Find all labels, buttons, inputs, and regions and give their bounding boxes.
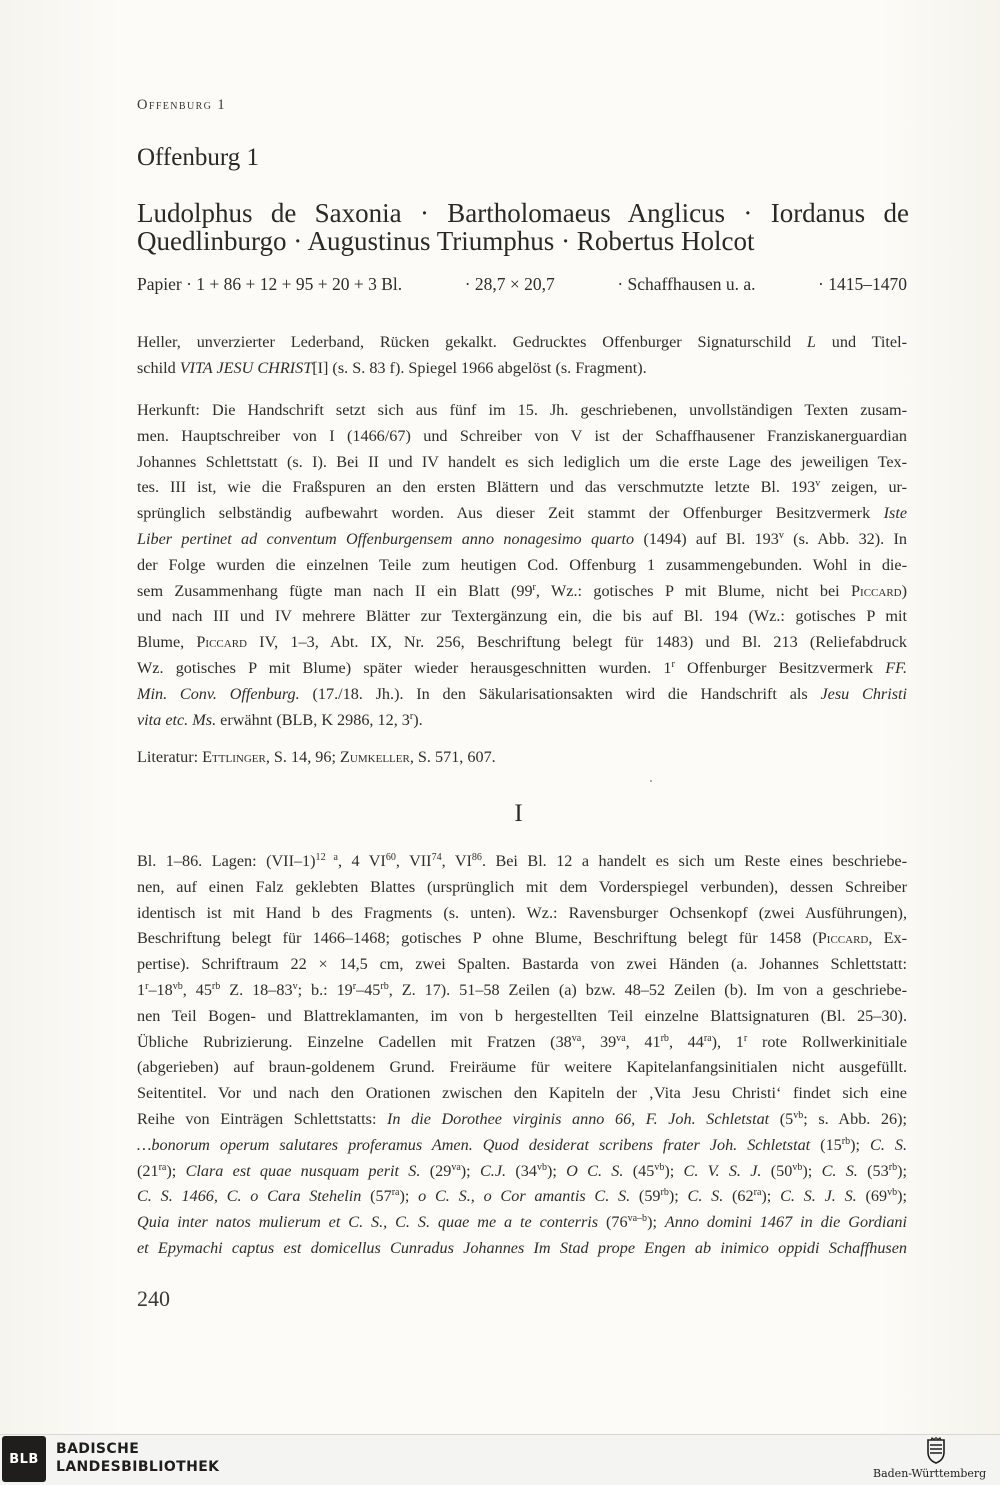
- blb-logo[interactable]: BLB: [2, 1436, 46, 1482]
- section-heading: I: [514, 800, 523, 827]
- fact-material: Papier · 1 + 86 + 12 + 95 + 20 + 3 Bl.: [137, 274, 403, 294]
- library-name-line-2: LANDESBIBLIOTHEK: [56, 1459, 220, 1475]
- fact-origin: · Schaffhausen u. a.: [617, 274, 756, 294]
- library-name-line-1: BADISCHE: [56, 1441, 140, 1457]
- authors-heading: [137, 199, 909, 255]
- running-head: Offenburg 1: [137, 97, 226, 113]
- provenance-paragraph: Herkunft: Die Handschrift setzt sich aus fünf im 15. Jh. geschriebenen, unvollständigen Texten zusam- men. Hauptschreiber von I (1466/67) und Schreiber von V ist der Schaffhausener Franziskanerguardian Johannes Schlettstatt (s. I). Bei II und IV handelt es sich lediglich um die erste Lage des jeweiligen Tex- tes. III ist, wie die Fraßspuren an den ersten Blättern und das verschmutzte letzte Bl. 193$^v$ zeigen, ur- sprünglich selbständig aufbewahrt worden. Aus dieser Zeit stammt der Offenburger Besitzvermerk Iste Liber pertinet ad conventum Offenburgensem anno nonagesimo quarto (1494) auf Bl. 193$^v$ (s. Abb. 32). In der Folge wurden die einzelnen Teile zum heutigen Cod. Offenburg 1 zusammengebunden. Wohl in die- sem Zusammenhang fügte man nach II ein Blatt (99$^r$, Wz.: gotisches P mit Blume, nicht bei Piccard) und nach III und IV mehrere Blätter zur Textergänzung ein, die bis auf Bl. 194 (Wz.: gotisches P mit Blume, Piccard IV, 1–3, Abt. IX, Nr. 256, Beschriftung belegt für 1483) und Bl. 213 (Reliefabdruck Wz. gotisches P mit Blume) später wieder herausgeschnitten wurden. 1$^r$ Offenburger Besitzvermerk FF. Min. Conv. Offenburg. (17./18. Jh.). In den Säkularisationsakten wird die Handschrift als Jesu Christi vita etc. Ms. erwähnt (BLB, K 2986, 12, 3$^r$).: [137, 401, 907, 729]
- fact-dimensions: · 28,7 × 20,7: [464, 274, 555, 294]
- literature-paragraph: Literatur: Ettlinger, S. 14, 96; Zumkeller, S. 571, 607.: [137, 748, 496, 766]
- coat-of-arms-icon: [922, 1437, 950, 1465]
- authors-line-1: Ludolphus de Saxonia · Bartholomaeus Anglicus · Iordanus de: [137, 198, 909, 228]
- paper-speck: [650, 780, 652, 782]
- fact-date: · 1415–1470: [818, 274, 907, 294]
- binding-paragraph: Heller, unverzierter Lederband, Rücken gekalkt. Gedrucktes Offenburger Signaturschild L und Titel- schild VITA JESU CHRIST[I] (s. S. 83 f). Spiegel 1966 abgelöst (s. Fragment).: [137, 333, 908, 377]
- page-number: 240: [137, 1286, 170, 1311]
- state-label[interactable]: Baden-Württemberg: [873, 1467, 987, 1480]
- authors-line-2: Quedlinburgo · Augustinus Triumphus · Robertus Holcot: [137, 226, 755, 256]
- manuscript-facts: [137, 274, 907, 295]
- manuscript-title: Offenburg 1: [137, 144, 259, 171]
- library-name[interactable]: [56, 1440, 219, 1476]
- description-paragraph: Bl. 1–86. Lagen: $(VII-1)^{12 a}$, 4 VI$^{60}$, VII$^{74}$, VI$^{86}$. Bei Bl. 12 a handelt es sich um Reste eines beschriebe- nen, auf einen Falz geklebten Blattes (ursprünglich mit dem Vorderspiegel verbunden), dessen Schreiber identisch ist mit Hand b des Fragments (s. unten). Wz.: Ravensburger Ochsenkopf (zwei Ausführungen), Beschriftung belegt für 1466–1468; gotisches P ohne Blume, Beschriftung belegt für 1458 (Piccard, Ex- pertise). Schriftraum 22 × 14,5 cm, zwei Spalten. Bastarda von zwei Händen (a. Johannes Schlettstatt: $1^r-18^{vb}$, $45^{rb}$ Z. 18–83$^v$; b.: $19^r-45^{rb}$, Z. 17). 51–58 Zeilen (a) bzw. 48–52 Zeilen (b). Im von a geschriebe- nen Teil Bogen- und Blattreklamanten, im von b hergestellten Teil einzelne Blattsignaturen (Bl. 25–30). Übliche Rubrizierung. Einzelne Cadellen mit Fratzen ($38^{va}$, $39^{va}$, $41^{rb}$, $44^{ra}$), 1$^r$ rote Rollwerkinitiale (abgerieben) auf braun-goldenem Grund. Freiräume für weitere Kapitelanfangsinitialen nicht ausgefüllt. Seitentitel. Vor und nach den Orationen zwischen den Kapiteln der ‚Vita Jesu Christi‘ findet sich eine Reihe von Einträgen Schlettstatts: In die Dorothee virginis anno 66, F. Joh. Schletstat ($5^{vb}$; s. Abb. 26); …bonorum operum salutares proferamus Amen. Quod desiderat scribens frater Joh. Schletstat $(15^{rb})$; C. S. $(21^{ra})$; Clara est quae nusquam perit S. $(29^{va})$; C.J. $(34^{vb})$; O C. S. $(45^{vb})$; C. V. S. J. $(50^{vb})$; C. S. $(53^{rb})$; C. S. 1466, C. o Cara Stehelin $(57^{ra})$; o C. S., o Cor amantis C. S. $(59^{rb})$; C. S. $(62^{ra})$; C. S. J. S. $(69^{vb})$; Quia inter natos mulierum et C. S., C. S. quae me a te conterris $(76^{va-b})$; Anno domini 1467 in die Gordiani et Epymachi captus est domicellus Cunradus Johannes Im Stad prope Engen ab inimico oppidi Schaffhusen: [137, 851, 908, 1257]
